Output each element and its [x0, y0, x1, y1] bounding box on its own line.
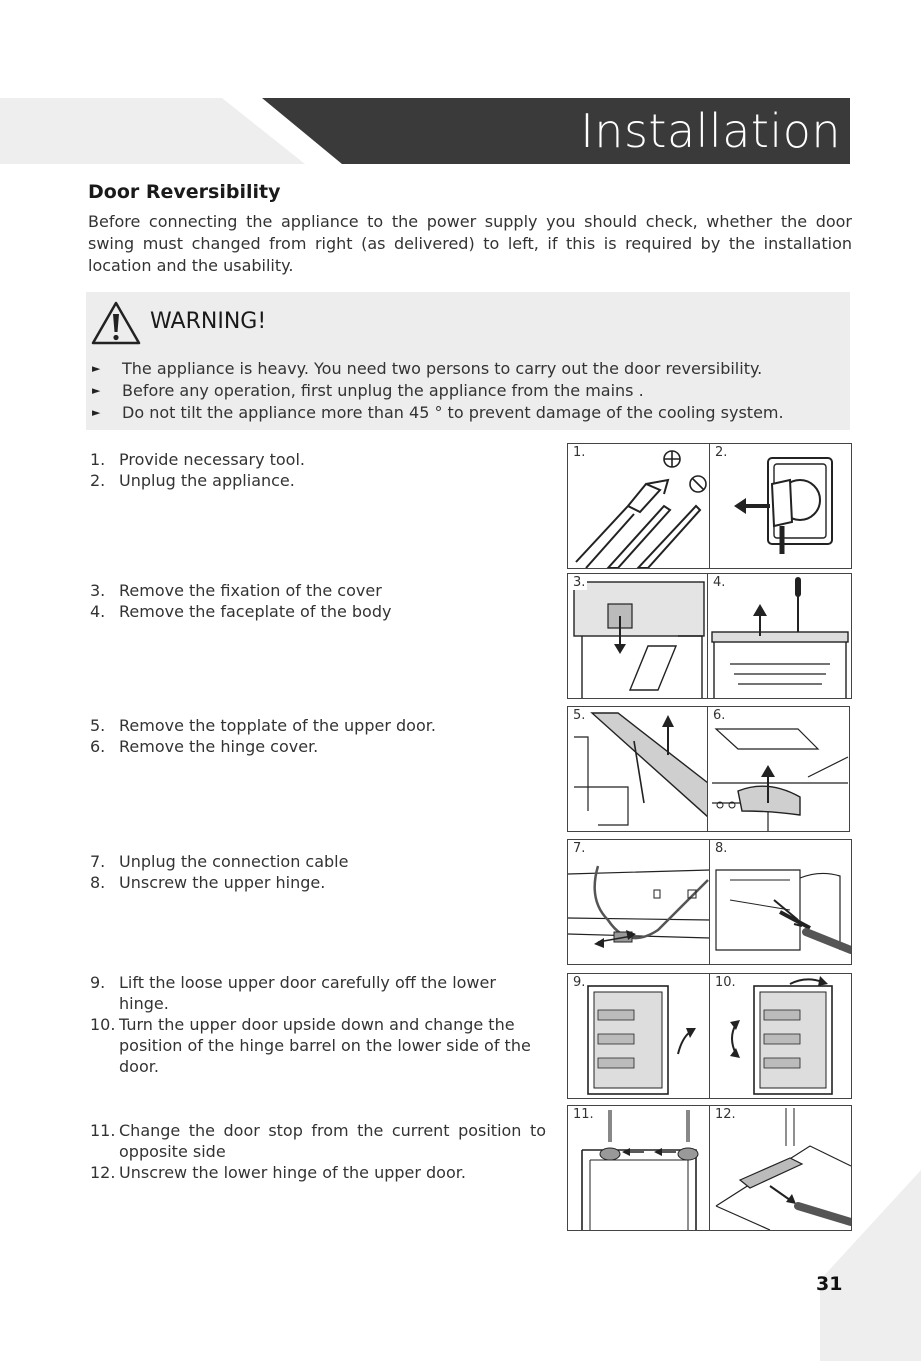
intro-paragraph: Before connecting the appliance to the power supply you should check, whether the door swing must changed from right (as delivered) to left, if this is required by the installation location and the usability. [88, 212, 852, 275]
warning-item: ► Do not tilt the appliance more than 45 ° to prevent damage of the cooling system. [92, 403, 784, 422]
figure-6-hinge-cover [707, 706, 850, 832]
lift-door-illustration [568, 974, 710, 1098]
figure-4-faceplate [707, 573, 852, 699]
step-item: 1. Provide necessary tool. [90, 450, 305, 469]
hinge-cover-illustration [708, 707, 849, 831]
figure-7-connection-cable [567, 839, 711, 965]
step-item: 8. Unscrew the upper hinge. [90, 873, 326, 892]
step-group-2 [88, 580, 558, 622]
figure-label: 10. [715, 975, 736, 990]
warning-list [86, 358, 784, 424]
figure-11-door-stop [567, 1105, 711, 1231]
page-number: 31 [816, 1273, 843, 1295]
section-heading: Door Reversibility [88, 181, 281, 203]
door-stop-illustration [568, 1106, 710, 1230]
figure-3-cover-fixation [567, 573, 709, 699]
figure-label: 11. [573, 1107, 594, 1122]
step-item: 11. Change the door stop from the current position to opposite side [90, 1121, 546, 1161]
figure-label: 2. [715, 445, 728, 460]
warning-item: ► The appliance is heavy. You need two persons to carry out the door reversibility. [92, 359, 763, 378]
figure-label: 5. [573, 708, 586, 723]
tools-illustration [568, 444, 710, 568]
figure-label: 4. [713, 575, 726, 590]
page-title: Installation [580, 104, 841, 158]
figure-label: 6. [713, 708, 726, 723]
figure-label: 7. [573, 841, 586, 856]
step-group-5 [88, 972, 548, 1077]
step-item: 9. Lift the loose upper door carefully off the lower hinge. [90, 973, 496, 1013]
faceplate-screwdriver-illustration [708, 574, 851, 698]
step-item: 6. Remove the hinge cover. [90, 737, 319, 756]
connection-cable-illustration [568, 840, 710, 964]
figure-1-tools [567, 443, 711, 569]
warning-box [86, 292, 850, 430]
step-group-1 [88, 449, 558, 491]
figure-label: 8. [715, 841, 728, 856]
step-item: 5. Remove the topplate of the upper door. [90, 716, 436, 735]
warning-triangle-icon [90, 300, 142, 346]
step-item: 3. Remove the fixation of the cover [90, 581, 382, 600]
figure-label: 9. [573, 975, 586, 990]
figure-label: 3. [573, 575, 586, 590]
bullet-triangle-icon: ► [92, 362, 101, 375]
footer-corner-decoration [820, 1170, 921, 1361]
step-item: 7. Unplug the connection cable [90, 852, 349, 871]
topplate-removal-illustration [568, 707, 708, 831]
figure-8-upper-hinge [709, 839, 852, 965]
step-group-4 [88, 851, 558, 893]
figure-label: 1. [573, 445, 586, 460]
figure-2-unplug [709, 443, 852, 569]
warning-title: WARNING! [150, 309, 267, 334]
step-item: 4. Remove the faceplate of the body [90, 602, 392, 621]
figure-5-topplate [567, 706, 709, 832]
cover-fixation-illustration [568, 574, 708, 698]
unplug-socket-illustration [710, 444, 851, 568]
step-item: 10. Turn the upper door upside down and change the position of the hinge barrel on the lower side of the door. [90, 1015, 531, 1076]
bullet-triangle-icon: ► [92, 406, 101, 419]
figure-10-turn-door [709, 973, 852, 1099]
step-group-3 [88, 715, 558, 757]
figure-9-lift-door [567, 973, 711, 1099]
step-group-6 [88, 1120, 546, 1183]
figure-label: 12. [715, 1107, 736, 1122]
bullet-triangle-icon: ► [92, 384, 101, 397]
step-item: 2. Unplug the appliance. [90, 471, 295, 490]
turn-door-illustration [710, 974, 851, 1098]
upper-hinge-screw-illustration [710, 840, 851, 964]
warning-item: ► Before any operation, first unplug the appliance from the mains . [92, 381, 644, 400]
step-item: 12. Unscrew the lower hinge of the upper door. [90, 1163, 466, 1182]
